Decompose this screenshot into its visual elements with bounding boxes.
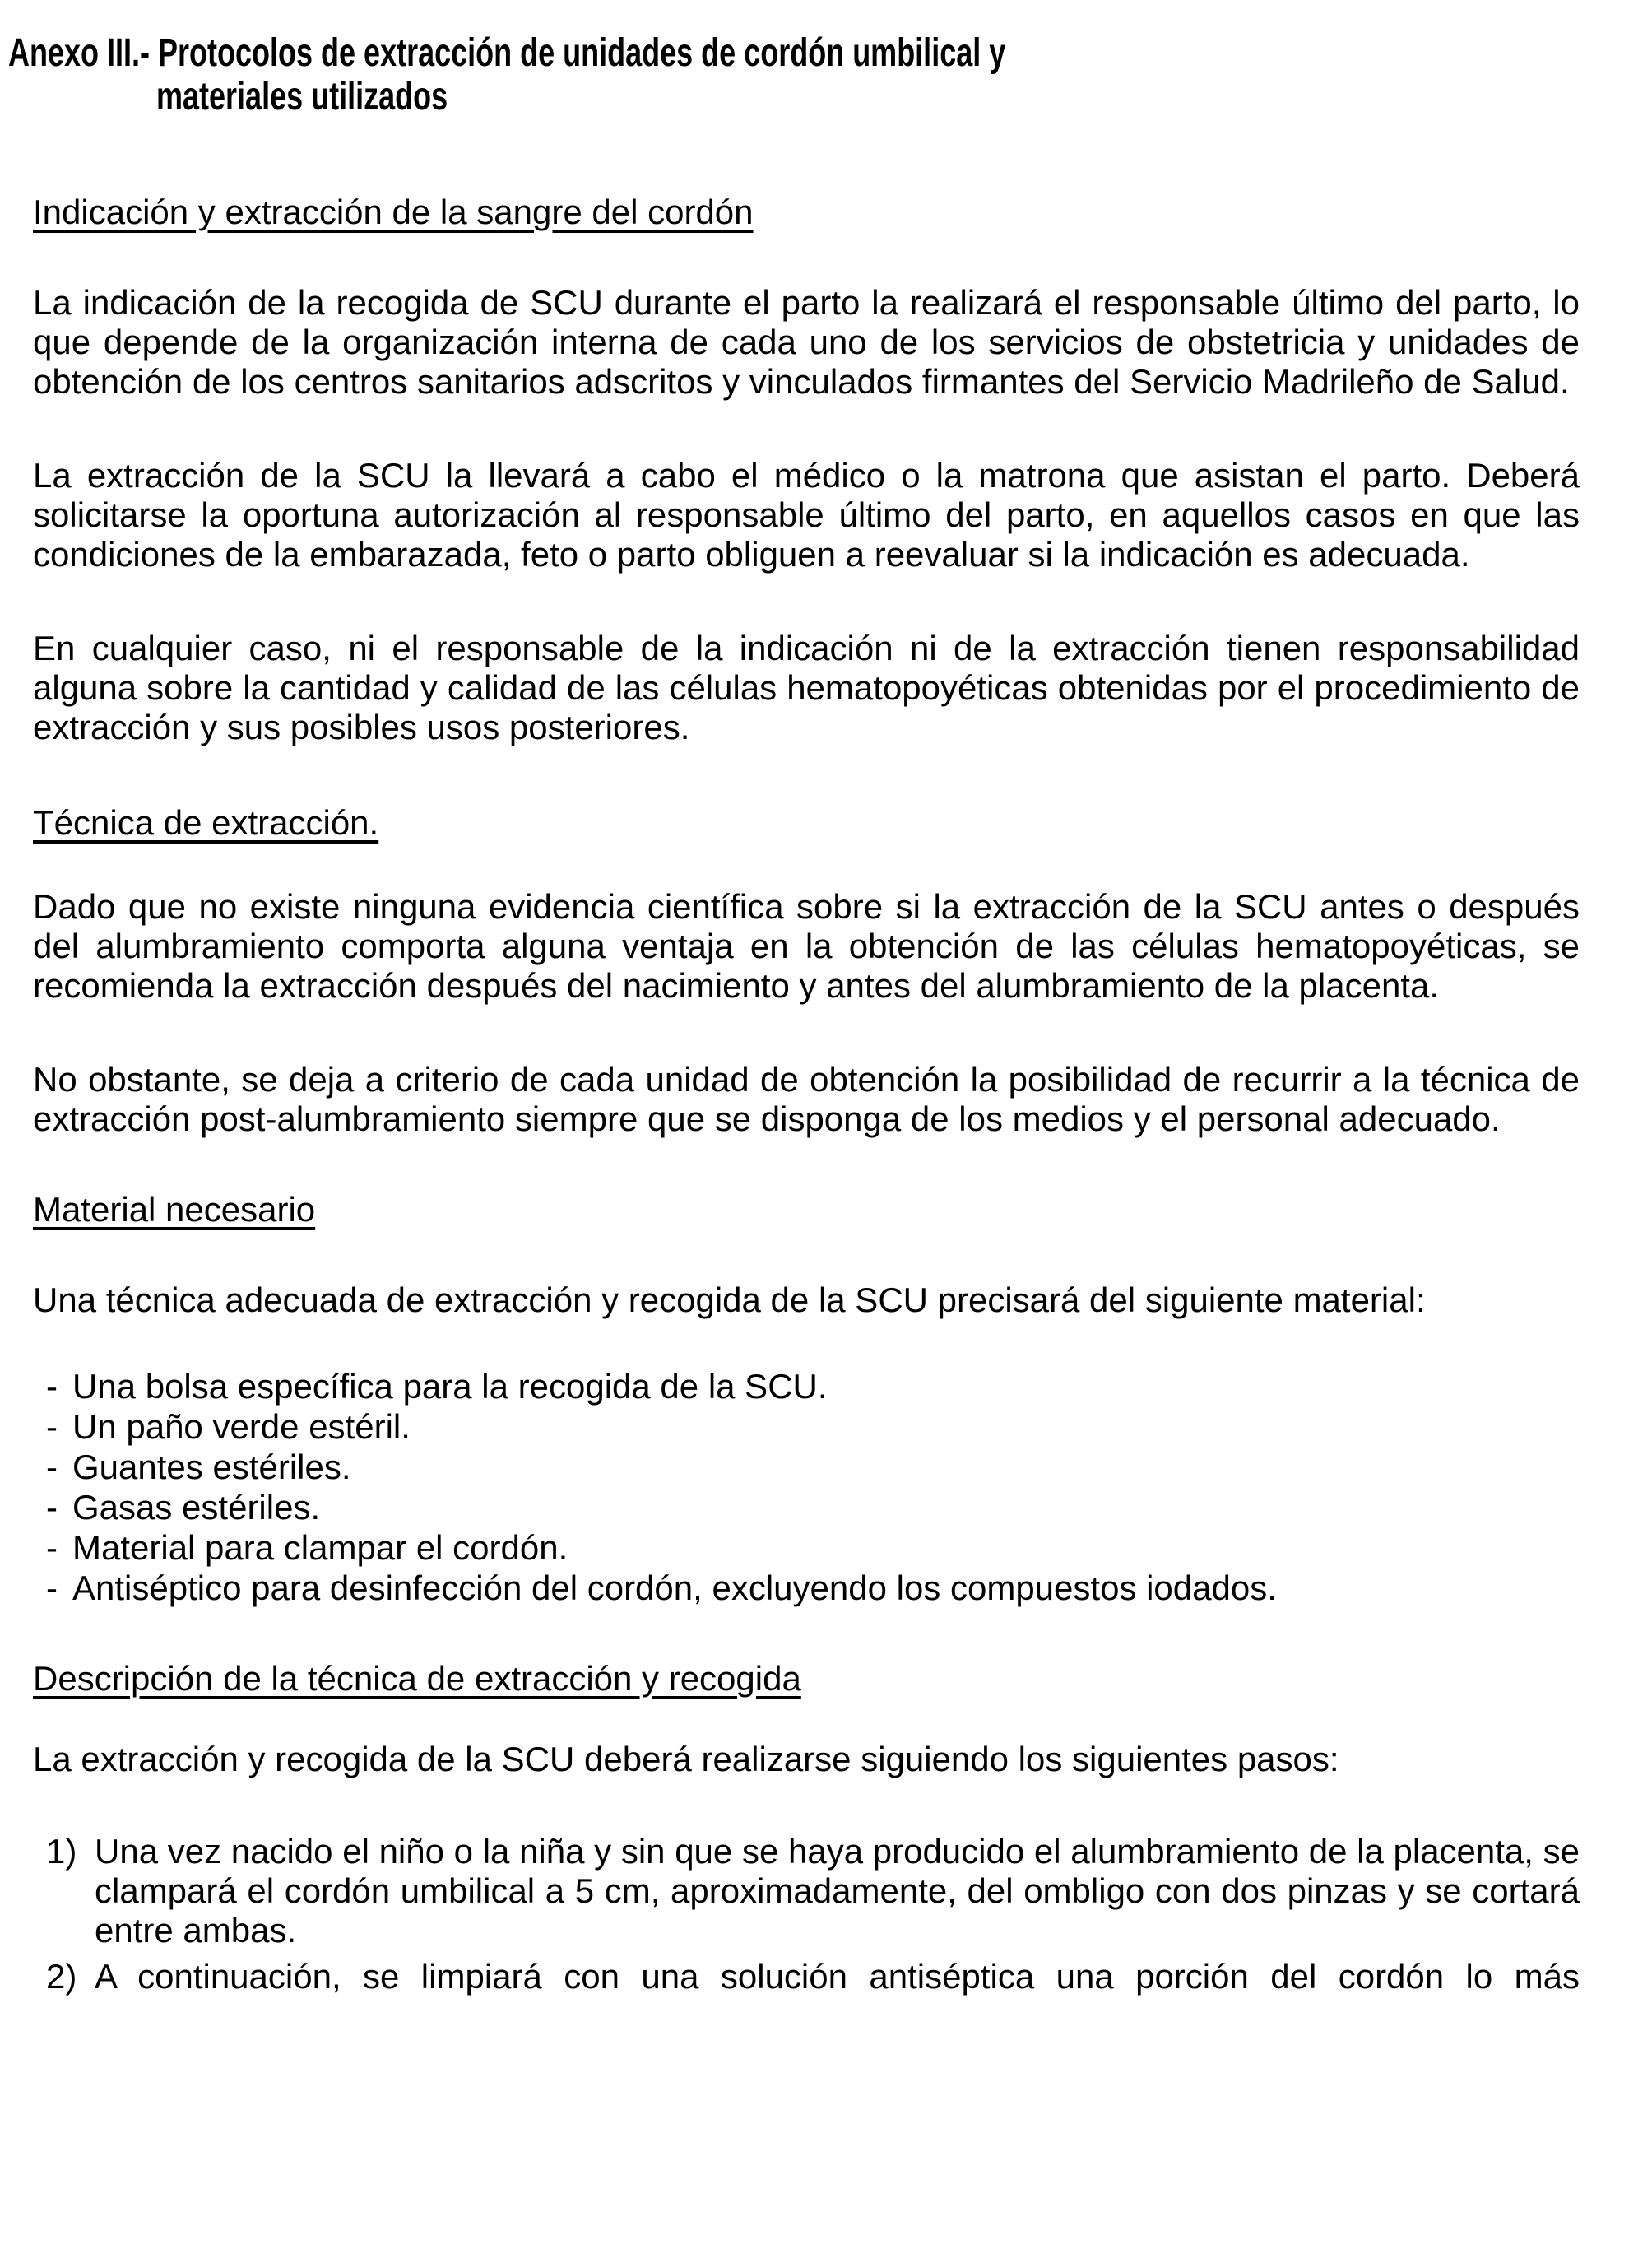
step-number: 1) xyxy=(46,1832,77,1871)
steps-list xyxy=(33,1832,1580,1996)
step-text: A continuación, se limpiará con una solución antiséptica una porción del cordón lo más xyxy=(95,1957,1580,1996)
paragraph-indicacion-2: La extracción de la SCU la llevará a cabo el médico o la matrona que asistan el parto. Deberá solicitarse la oportuna autorización al responsable último del parto, en aquellos casos en que las condiciones de la embarazada, feto o parto obliguen a reevaluar si la indicación es adecuada. xyxy=(33,456,1580,574)
paragraph-indicacion-3: En cualquier caso, ni el responsable de la indicación ni de la extracción tienen responsabilidad alguna sobre la cantidad y calidad de las células hematopoyéticas obtenidas por el procedimiento de extracción y sus posibles usos posteriores. xyxy=(33,629,1580,746)
paragraph-tecnica-1: Dado que no existe ninguna evidencia científica sobre si la extracción de la SCU antes o después del alumbramiento comporta alguna ventaja en la obtención de las células hematopoyéticas, se recomienda la extracción después del nacimiento y antes del alumbramiento de la placenta. xyxy=(33,887,1580,1005)
paragraph-descripcion-intro: La extracción y recogida de la SCU deberá realizarse siguiendo los siguientes pasos: xyxy=(33,1740,1339,1778)
list-item xyxy=(33,1447,1580,1487)
list-item-text: Un paño verde estéril. xyxy=(72,1407,411,1446)
step-number: 2) xyxy=(46,1957,77,1996)
section-heading-material: Material necesario xyxy=(33,1190,316,1229)
dash-bullet: - xyxy=(46,1528,58,1567)
dash-bullet: - xyxy=(46,1448,58,1486)
list-item-text: Antiséptico para desinfección del cordón, excluyendo los compuestos iodados. xyxy=(72,1569,1277,1607)
dash-bullet: - xyxy=(46,1488,58,1527)
section-heading-indicacion: Indicación y extracción de la sangre del cordón xyxy=(33,193,754,231)
list-item xyxy=(33,1366,1580,1406)
step-item xyxy=(33,1832,1580,1950)
section-heading-descripcion: Descripción de la técnica de extracción y recogida xyxy=(33,1659,801,1698)
dash-bullet: - xyxy=(46,1367,58,1406)
list-item-text: Material para clampar el cordón. xyxy=(72,1528,568,1567)
list-item-text: Guantes estériles. xyxy=(72,1448,351,1486)
step-text: Una vez nacido el niño o la niña y sin que se haya producido el alumbramiento de la placenta, se clampará el cordón umbilical a 5 cm, aproximadamente, del ombligo con dos pinzas y se cortará entre ambas. xyxy=(95,1832,1580,1950)
dash-bullet: - xyxy=(46,1569,58,1607)
step-item xyxy=(33,1957,1580,1996)
list-item-text: Una bolsa específica para la recogida de la SCU. xyxy=(72,1367,828,1406)
section-heading-tecnica: Técnica de extracción. xyxy=(33,803,379,842)
paragraph-indicacion-1: La indicación de la recogida de SCU durante el parto la realizará el responsable último del parto, lo que depende de la organización interna de cada uno de los servicios de obstetricia y unidades de obtención de los centros sanitarios adscritos y vinculados firmantes del Servicio Madrileño de Salud. xyxy=(33,283,1580,401)
list-item-text: Gasas estériles. xyxy=(72,1488,321,1527)
paragraph-tecnica-2: No obstante, se deja a criterio de cada unidad de obtención la posibilidad de recurrir a la técnica de extracción post-alumbramiento siempre que se disponga de los medios y el personal adecuado. xyxy=(33,1060,1580,1138)
list-item xyxy=(33,1568,1580,1608)
document-title-line1: Anexo III.- Protocolos de extracción de unidades de cordón umbilical y xyxy=(8,31,1006,75)
document-title xyxy=(0,0,1652,119)
list-item xyxy=(33,1527,1580,1568)
list-item xyxy=(33,1487,1580,1527)
document-title-line2: materiales utilizados xyxy=(156,75,448,119)
material-list xyxy=(33,1366,1580,1608)
document-body xyxy=(0,193,1652,1996)
dash-bullet: - xyxy=(46,1407,58,1446)
document-title-text xyxy=(8,31,1241,119)
list-item xyxy=(33,1406,1580,1447)
paragraph-material-intro: Una técnica adecuada de extracción y recogida de la SCU precisará del siguiente material: xyxy=(33,1280,1426,1319)
